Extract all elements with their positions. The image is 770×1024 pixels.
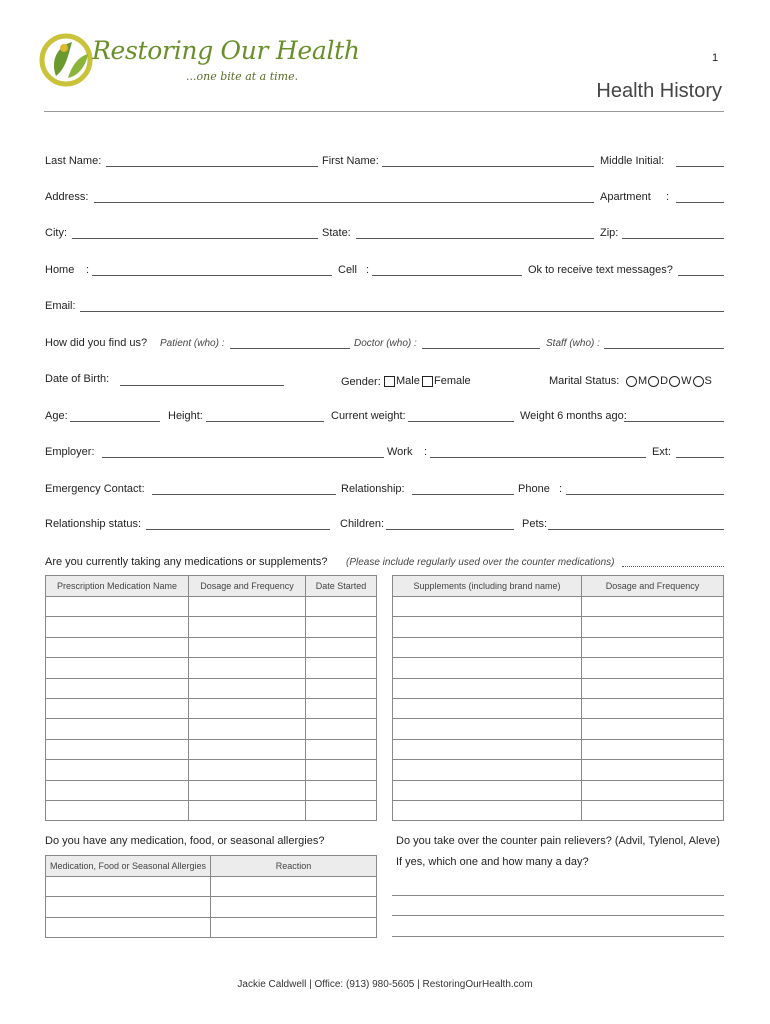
address-label: Address: [45,191,89,203]
first-name-label: First Name: [322,155,379,167]
prescription-cell[interactable] [189,637,306,657]
cell-phone-field[interactable] [372,275,522,276]
supplement-cell[interactable] [582,780,724,800]
prescription-cell[interactable] [46,739,189,759]
staff-who-field[interactable] [604,348,724,349]
address-field[interactable] [94,202,594,203]
allergy-cell[interactable] [46,877,211,897]
allergies-question: Do you have any medication, food, or seasonal allergies? [45,835,325,847]
prescription-row [46,678,377,698]
work-label: Work [387,446,413,458]
emergency-contact-label: Emergency Contact: [45,483,145,495]
prescription-cell[interactable] [46,800,189,820]
first-name-field[interactable] [382,166,594,167]
relationship-field[interactable] [412,494,514,495]
emergency-contact-field[interactable] [152,494,336,495]
employer-field[interactable] [102,457,384,458]
prescription-cell[interactable] [46,719,189,739]
pain-answer-line-2[interactable] [392,915,724,916]
pets-field[interactable] [548,529,724,530]
current-weight-field[interactable] [408,421,514,422]
page-number: 1 [712,52,719,64]
prescription-cell[interactable] [46,678,189,698]
page-title: Health History [596,80,722,102]
marital-s-label: S [704,375,712,387]
allergy-cell[interactable] [46,897,211,917]
prescription-cell[interactable] [189,780,306,800]
prescription-cell[interactable] [46,637,189,657]
marital-d-label: D [660,375,669,387]
doctor-who-label: Doctor (who) : [354,338,417,349]
ext-label: Ext: [652,446,671,458]
children-label: Children: [340,518,385,530]
supplement-cell[interactable] [582,597,724,617]
work-phone-field[interactable] [430,457,646,458]
age-label: Age: [45,410,68,422]
prescription-cell[interactable] [306,739,377,759]
state-field[interactable] [356,238,594,239]
supplement-cell[interactable] [582,698,724,718]
supplement-row [393,617,724,637]
prescription-row [46,800,377,820]
supplement-cell[interactable] [393,698,582,718]
medications-note: (Please include regularly used over the counter medications) [346,557,615,568]
supplement-row [393,637,724,657]
prescription-cell[interactable] [189,617,306,637]
relationship-status-label: Relationship status: [45,518,141,530]
how-find-label: How did you find us? [45,337,148,349]
rx-col-name: Prescription Medication Name [46,576,189,597]
staff-who-label: Staff (who) : [546,338,600,349]
apartment-colon: : [666,191,670,203]
rx-col-date: Date Started [306,576,377,597]
phone-colon: : [559,483,563,495]
supplement-cell[interactable] [393,617,582,637]
supplement-cell[interactable] [393,800,582,820]
prescription-cell[interactable] [46,760,189,780]
prescription-table-body [46,597,377,821]
supplement-row [393,698,724,718]
prescription-cell[interactable] [306,658,377,678]
female-checkbox[interactable] [422,376,433,387]
allergy-cell[interactable] [211,897,377,917]
male-checkbox[interactable] [384,376,395,387]
cell-label: Cell [338,264,357,276]
supplement-row [393,658,724,678]
supplement-cell[interactable] [393,658,582,678]
relationship-status-field[interactable] [146,529,330,530]
patient-who-field[interactable] [230,348,350,349]
prescription-cell[interactable] [46,597,189,617]
relationship-label: Relationship: [341,483,405,495]
height-label: Height: [168,410,203,422]
allergy-col-reaction: Reaction [211,856,377,877]
pets-label: Pets: [522,518,548,530]
supplement-table [392,575,724,821]
prescription-row [46,637,377,657]
prescription-row [46,780,377,800]
prescription-cell[interactable] [306,617,377,637]
prescription-cell[interactable] [189,698,306,718]
pain-relievers-question: Do you take over the counter pain relievers? (Advil, Tylenol, Aleve) [396,835,720,847]
supplement-cell[interactable] [393,719,582,739]
marital-m-radio[interactable] [626,376,637,387]
allergy-row [46,917,377,937]
prescription-cell[interactable] [306,800,377,820]
prescription-cell[interactable] [306,698,377,718]
city-field[interactable] [72,238,318,239]
zip-field[interactable] [622,238,724,239]
allergy-row [46,897,377,917]
medications-note-line [622,566,724,567]
patient-who-label: Patient (who) : [160,338,225,349]
allergy-col-name: Medication, Food or Seasonal Allergies [46,856,211,877]
dob-field[interactable] [120,385,284,386]
height-field[interactable] [206,421,324,422]
supplement-row [393,678,724,698]
prescription-row [46,719,377,739]
supplement-cell[interactable] [393,637,582,657]
email-label: Email: [45,300,76,312]
prescription-cell[interactable] [189,760,306,780]
marital-w-radio[interactable] [669,376,680,387]
supplement-row [393,739,724,759]
email-field[interactable] [80,311,724,312]
weight-6mo-field[interactable] [624,421,724,422]
supp-col-name: Supplements (including brand name) [393,576,582,597]
supp-col-dosage: Dosage and Frequency [582,576,724,597]
marital-d-radio[interactable] [648,376,659,387]
prescription-cell[interactable] [306,597,377,617]
prescription-row [46,698,377,718]
zip-label: Zip: [600,227,619,239]
supplement-cell[interactable] [393,678,582,698]
prescription-cell[interactable] [306,760,377,780]
prescription-cell[interactable] [189,719,306,739]
allergy-header-row [46,856,377,877]
prescription-row [46,760,377,780]
supplement-cell[interactable] [582,658,724,678]
header-divider [44,111,724,112]
allergy-table-body [46,877,377,938]
supplement-row [393,780,724,800]
prescription-header-row [46,576,377,597]
cell-colon: : [366,264,370,276]
supplement-cell[interactable] [582,678,724,698]
employer-label: Employer: [45,446,95,458]
pain-answer-line-1[interactable] [392,895,724,896]
prescription-cell[interactable] [306,678,377,698]
supplement-cell[interactable] [393,739,582,759]
marital-s-radio[interactable] [693,376,704,387]
allergy-row [46,877,377,897]
last-name-label: Last Name: [45,155,102,167]
prescription-cell[interactable] [189,597,306,617]
brand-name: Restoring Our Health [92,36,360,65]
dob-label: Date of Birth: [45,373,110,385]
emergency-phone-field[interactable] [566,494,724,495]
weight-6mo-label: Weight 6 months ago: [520,410,627,422]
rx-col-dosage: Dosage and Frequency [189,576,306,597]
prescription-cell[interactable] [189,739,306,759]
prescription-table [45,575,377,821]
prescription-row [46,617,377,637]
prescription-cell[interactable] [189,800,306,820]
supplement-row [393,597,724,617]
supplement-table-body [393,597,724,821]
supplement-cell[interactable] [582,760,724,780]
supplement-cell[interactable] [582,637,724,657]
pain-answer-line-3[interactable] [392,936,724,937]
middle-initial-label: Middle Initial: [600,155,665,167]
home-label: Home [45,264,75,276]
age-field[interactable] [70,421,160,422]
gender-female-option[interactable] [422,375,471,387]
prescription-cell[interactable] [189,678,306,698]
ext-field[interactable] [676,457,724,458]
supplement-row [393,719,724,739]
pain-relievers-followup: If yes, which one and how many a day? [396,856,589,868]
work-colon: : [424,446,428,458]
logo-dot [60,44,68,52]
allergy-cell[interactable] [211,917,377,937]
apartment-label: Apartment [600,191,651,203]
allergy-cell[interactable] [211,877,377,897]
home-colon: : [86,264,90,276]
gender-label: Gender: [341,376,381,388]
doctor-who-field[interactable] [422,348,540,349]
footer-contact: Jackie Caldwell | Office: (913) 980-5605 | RestoringOurHealth.com [237,979,533,990]
prescription-cell[interactable] [306,719,377,739]
children-field[interactable] [386,529,514,530]
marital-status-label: Marital Status: [549,375,620,387]
prescription-cell[interactable] [46,780,189,800]
prescription-cell[interactable] [46,617,189,637]
gender-male-option[interactable] [384,375,420,387]
allergy-table [45,855,377,938]
prescription-row [46,739,377,759]
allergy-cell[interactable] [46,917,211,937]
prescription-cell[interactable] [306,780,377,800]
supplement-cell[interactable] [393,760,582,780]
state-label: State: [322,227,351,239]
male-label: Male [396,375,420,387]
brand-tagline: ...one bite at a time. [186,70,299,83]
supplement-cell[interactable] [582,719,724,739]
supplement-header-row [393,576,724,597]
marital-status-options[interactable] [625,375,712,387]
supplement-cell[interactable] [393,597,582,617]
ok-text-label: Ok to receive text messages? [528,264,673,276]
female-label: Female [434,375,471,387]
middle-initial-field[interactable] [676,166,724,167]
medications-question: Are you currently taking any medications or supplements? [45,556,328,568]
supplement-cell[interactable] [582,800,724,820]
supplement-cell[interactable] [582,739,724,759]
marital-w-label: W [681,375,692,387]
prescription-cell[interactable] [189,658,306,678]
phone-label: Phone [518,483,550,495]
supplement-cell[interactable] [393,780,582,800]
prescription-cell[interactable] [46,658,189,678]
supplement-row [393,760,724,780]
prescription-row [46,658,377,678]
prescription-cell[interactable] [306,637,377,657]
home-phone-field[interactable] [92,275,332,276]
apartment-field[interactable] [676,202,724,203]
supplement-row [393,800,724,820]
prescription-row [46,597,377,617]
supplement-cell[interactable] [582,617,724,637]
last-name-field[interactable] [106,166,318,167]
prescription-cell[interactable] [46,698,189,718]
current-weight-label: Current weight: [331,410,406,422]
city-label: City: [45,227,67,239]
marital-m-label: M [638,375,648,387]
ok-text-field[interactable] [678,275,724,276]
